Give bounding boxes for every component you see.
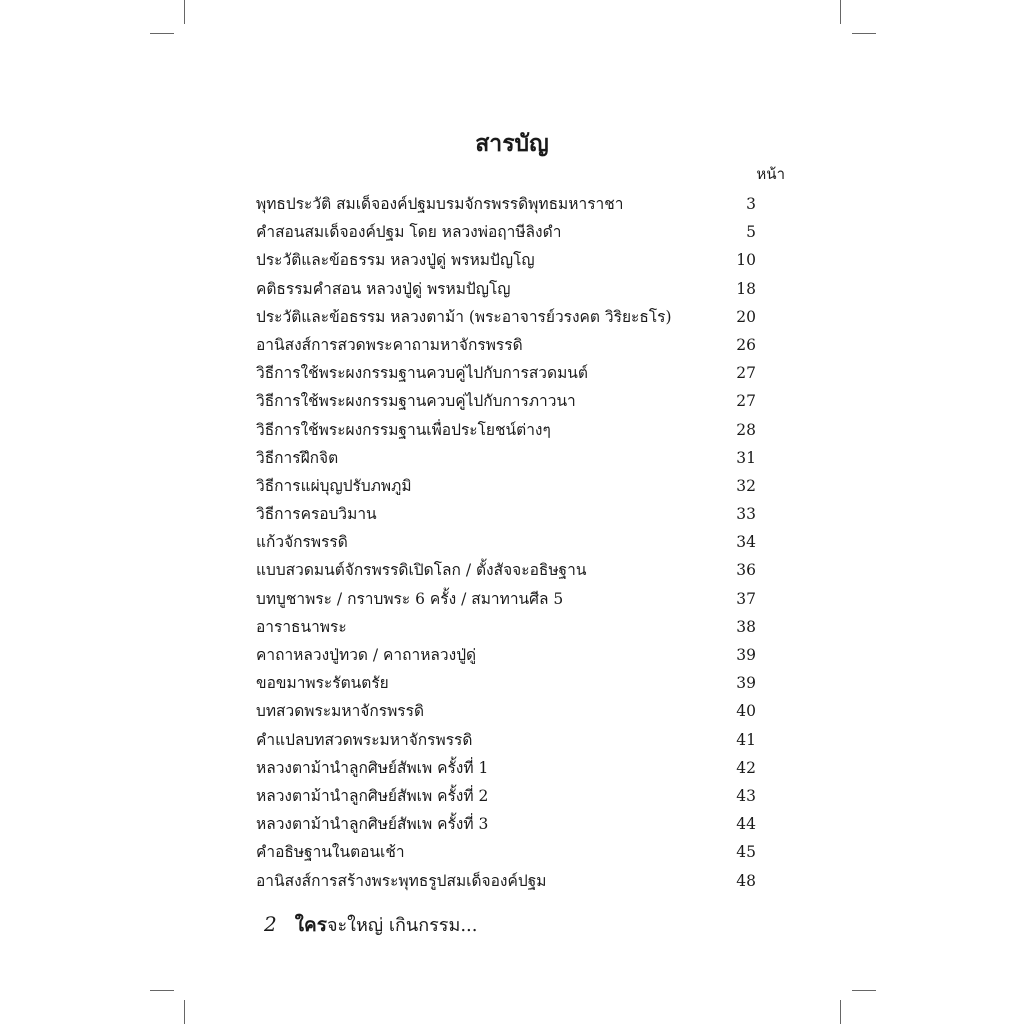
toc-entry-page: 32 xyxy=(736,476,756,495)
toc-entry-page: 28 xyxy=(736,420,756,439)
toc-entry-title: คำอธิษฐานในตอนเช้า xyxy=(256,843,405,862)
running-title-emphasis: ใคร xyxy=(294,914,327,936)
toc-entry-page: 42 xyxy=(736,758,756,777)
toc-entry-title: หลวงตาม้านำลูกศิษย์สัพเพ ครั้งที่ 1 xyxy=(256,758,489,777)
toc-entry-title: หลวงตาม้านำลูกศิษย์สัพเพ ครั้งที่ 2 xyxy=(256,786,489,805)
toc-entry-page: 39 xyxy=(736,674,756,693)
toc-entry xyxy=(256,528,756,556)
toc-entry xyxy=(256,556,756,584)
toc-entry-page: 26 xyxy=(736,335,756,354)
toc-entry xyxy=(256,838,756,866)
toc-entry-page: 27 xyxy=(736,392,756,411)
toc-entry-page: 45 xyxy=(736,843,756,862)
toc-entry-title: ขอขมาพระรัตนตรัย xyxy=(256,674,389,693)
toc-entry-page: 44 xyxy=(736,815,756,834)
toc-entry-page: 31 xyxy=(736,448,756,467)
crop-mark xyxy=(840,1000,841,1024)
toc-entry xyxy=(256,387,756,415)
toc-entry-page: 38 xyxy=(736,617,756,636)
toc-entry-page: 33 xyxy=(736,505,756,524)
crop-mark xyxy=(150,990,174,991)
toc-entry-title: แบบสวดมนต์จักรพรรดิเปิดโลก / ตั้งสัจจะอธิษฐาน xyxy=(256,561,587,580)
table-of-contents xyxy=(256,190,756,895)
toc-entry-title: แก้วจักรพรรดิ xyxy=(256,533,348,552)
toc-entry-page: 39 xyxy=(736,646,756,664)
toc-entry-title: ประวัติและข้อธรรม หลวงปู่ดู่ พรหมปัญโญ xyxy=(256,251,535,270)
toc-entry xyxy=(256,585,756,613)
toc-entry-page: 41 xyxy=(736,730,756,749)
toc-entry-page: 3 xyxy=(746,195,756,213)
toc-entry-title: คำสอนสมเด็จองค์ปฐม โดย หลวงพ่อฤาษีลิงดำ xyxy=(256,223,562,242)
toc-entry xyxy=(256,472,756,500)
toc-entry-title: วิธีการแผ่บุญปรับภพภูมิ xyxy=(256,476,412,495)
toc-entry-title: วิธีการใช้พระผงกรรมฐานควบคู่ไปกับการสวดมนต์ xyxy=(256,364,588,383)
toc-entry xyxy=(256,246,756,274)
toc-entry-title: วิธีการฝึกจิต xyxy=(256,448,339,467)
toc-entry xyxy=(256,190,756,218)
toc-entry-title: บทบูชาพระ / กราบพระ 6 ครั้ง / สมาทานศีล 5 xyxy=(256,589,564,608)
toc-entry-title: คำแปลบทสวดพระมหาจักรพรรดิ xyxy=(256,730,473,749)
toc-entry-page: 10 xyxy=(736,251,756,270)
page-footer xyxy=(264,910,478,940)
toc-entry-title: พุทธประวัติ สมเด็จองค์ปฐมบรมจักรพรรดิพุทธมหาราชา xyxy=(256,195,624,213)
toc-entry-page: 18 xyxy=(736,279,756,298)
toc-entry-title: ประวัติและข้อธรรม หลวงตาม้า (พระอาจารย์วรงคต วิริยะธโร) xyxy=(256,307,672,326)
toc-entry xyxy=(256,331,756,359)
toc-entry xyxy=(256,613,756,641)
toc-entry-page: 27 xyxy=(736,364,756,383)
toc-entry-page: 36 xyxy=(736,561,756,580)
toc-entry-title: วิธีการใช้พระผงกรรมฐานควบคู่ไปกับการภาวนา xyxy=(256,392,576,411)
crop-mark xyxy=(852,990,876,991)
toc-entry xyxy=(256,867,756,895)
toc-entry xyxy=(256,444,756,472)
crop-mark xyxy=(184,1000,185,1024)
toc-entry-title: คาถาหลวงปู่ทวด / คาถาหลวงปู่ดู่ xyxy=(256,646,477,664)
toc-entry-page: 20 xyxy=(736,307,756,326)
toc-entry-page: 48 xyxy=(736,871,756,890)
toc-entry-page: 40 xyxy=(736,702,756,721)
page-title: สารบัญ xyxy=(475,131,549,157)
running-title xyxy=(295,910,478,940)
crop-mark xyxy=(150,33,174,34)
toc-entry xyxy=(256,218,756,246)
crop-mark xyxy=(840,0,841,24)
toc-entry xyxy=(256,669,756,697)
crop-mark xyxy=(184,0,185,24)
toc-entry xyxy=(256,754,756,782)
toc-entry-title: คติธรรมคำสอน หลวงปู่ดู่ พรหมปัญโญ xyxy=(256,279,511,298)
toc-entry-title: บทสวดพระมหาจักรพรรดิ xyxy=(256,702,425,721)
toc-entry xyxy=(256,810,756,838)
page-column-label: หน้า xyxy=(756,165,785,183)
toc-entry-title: อาราธนาพระ xyxy=(256,617,347,636)
toc-entry xyxy=(256,359,756,387)
toc-entry xyxy=(256,697,756,725)
toc-entry xyxy=(256,416,756,444)
toc-entry-title: วิธีการครอบวิมาน xyxy=(256,505,377,524)
toc-entry-title: หลวงตาม้านำลูกศิษย์สัพเพ ครั้งที่ 3 xyxy=(256,815,489,834)
toc-entry-title: อานิสงส์การสวดพระคาถามหาจักรพรรดิ xyxy=(256,335,523,354)
toc-entry-page: 34 xyxy=(736,533,756,552)
toc-entry xyxy=(256,641,756,669)
toc-entry-page: 5 xyxy=(746,223,756,242)
toc-entry xyxy=(256,303,756,331)
toc-entry xyxy=(256,726,756,754)
toc-entry xyxy=(256,500,756,528)
toc-entry-page: 43 xyxy=(736,786,756,805)
page-number: 2 xyxy=(264,912,277,936)
running-title-rest: จะใหญ่ เกินกรรม... xyxy=(326,915,478,936)
toc-entry xyxy=(256,782,756,810)
toc-entry xyxy=(256,275,756,303)
toc-entry-title: อานิสงส์การสร้างพระพุทธรูปสมเด็จองค์ปฐม xyxy=(256,871,547,890)
toc-entry-title: วิธีการใช้พระผงกรรมฐานเพื่อประโยชน์ต่างๆ xyxy=(256,420,551,439)
crop-mark xyxy=(852,33,876,34)
toc-entry-page: 37 xyxy=(736,589,756,608)
